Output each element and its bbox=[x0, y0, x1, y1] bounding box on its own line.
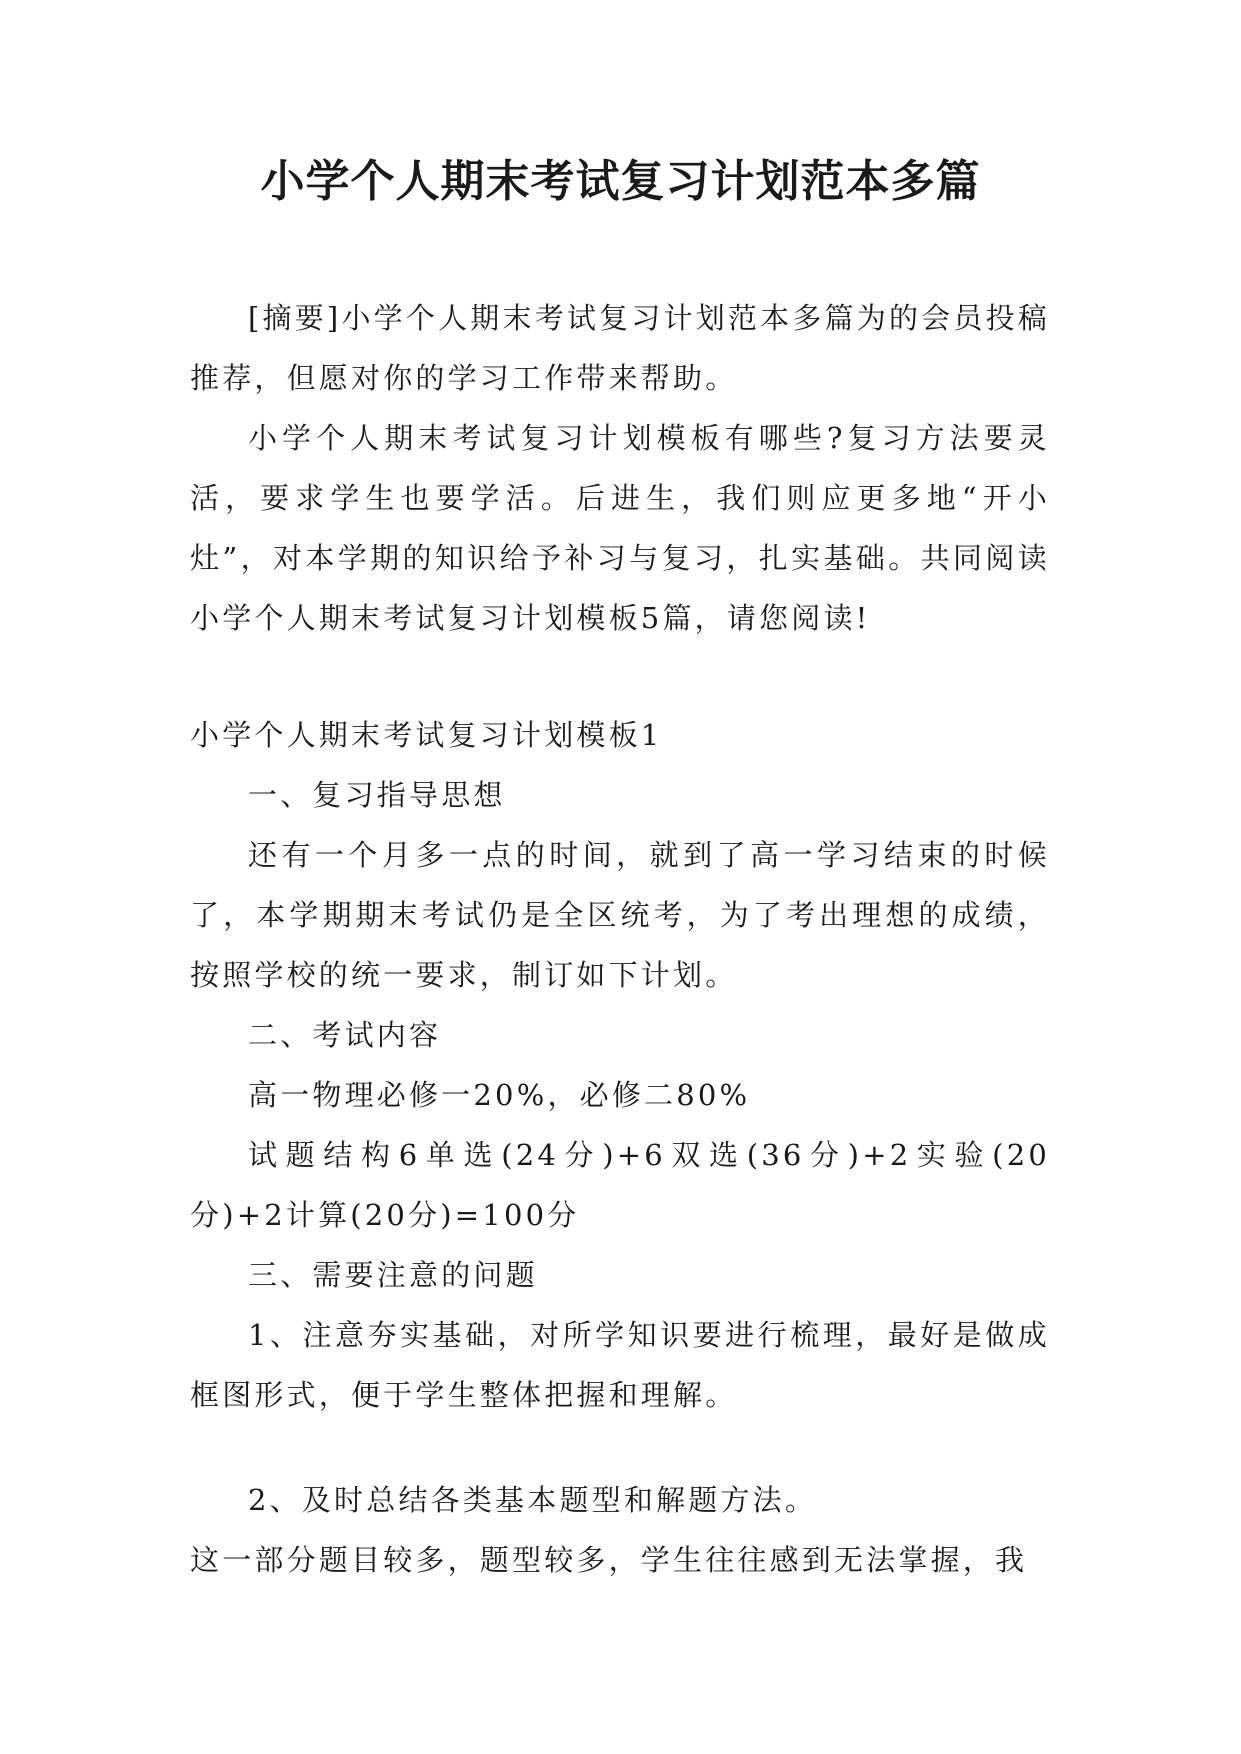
document-body bbox=[190, 288, 1050, 1590]
note-2-paragraph: 2、及时总结各类基本题型和解题方法。 bbox=[248, 1483, 818, 1517]
section-heading-template-1: 小学个人期末考试复习计划模板1 bbox=[190, 718, 663, 752]
guiding-idea-paragraph: 还有一个月多一点的时间，就到了高一学习结束的时候了，本学期期末考试仍是全区统考，为了考出理想的成绩，按照学校的统一要求，制订如下计划。 bbox=[190, 838, 1050, 992]
exam-structure-paragraph: 试题结构6单选(24分)+6双选(36分)+2实验(20分)+2计算(20分)=100分 bbox=[190, 1138, 1050, 1232]
subheading-exam-content: 二、考试内容 bbox=[248, 1018, 442, 1052]
note-2-detail-paragraph: 这一部分题目较多，题型较多，学生往往感到无法掌握，我 bbox=[190, 1543, 1028, 1577]
exam-content-paragraph: 高一物理必修一20%，必修二80% bbox=[248, 1078, 751, 1112]
intro-paragraph: 小学个人期末考试复习计划模板有哪些?复习方法要灵活，要求学生也要学活。后进生，我们则应更多地“开小灶”，对本学期的知识给予补习与复习，扎实基础。共同阅读小学个人期末考试复习计划模板5篇，请您阅读! bbox=[190, 421, 1050, 635]
subheading-notes: 三、需要注意的问题 bbox=[248, 1258, 538, 1292]
subheading-guiding-idea: 一、复习指导思想 bbox=[248, 778, 506, 812]
note-1-paragraph: 1、注意夯实基础，对所学知识要进行梳理，最好是做成框图形式，便于学生整体把握和理解。 bbox=[190, 1318, 1050, 1412]
abstract-paragraph: [摘要]小学个人期末考试复习计划范本多篇为的会员投稿推荐，但愿对你的学习工作带来帮助。 bbox=[190, 301, 1050, 395]
document-title: 小学个人期末考试复习计划范本多篇 bbox=[260, 156, 981, 207]
